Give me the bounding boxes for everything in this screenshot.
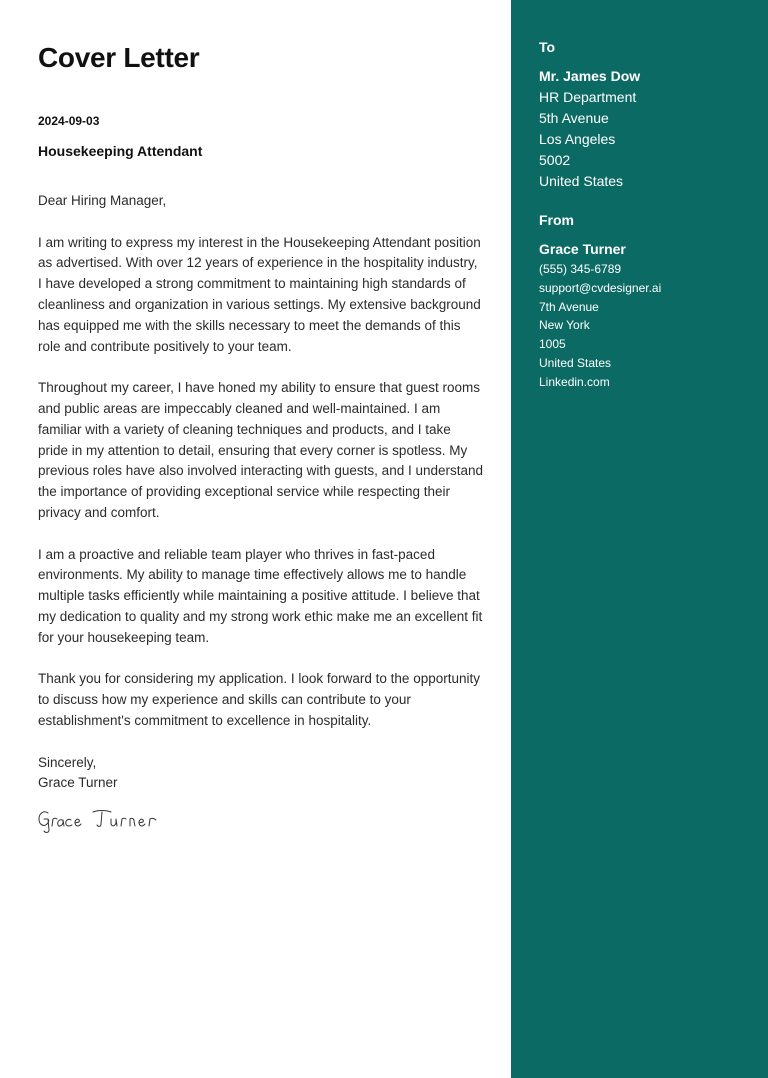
sender-zip: 1005 — [539, 337, 566, 352]
sender-linkedin: Linkedin.com — [539, 374, 610, 389]
recipient-details — [539, 66, 759, 192]
paragraph-3: I am a proactive and reliable team player who thrives in fast-paced environments. My ability to manage time effectively allows me to handle multiple tasks efficiently while maintaining a positive attitude. I believe that my dedication to quality and my strong work ethic make me an excellent fit for your housekeeping team. — [38, 546, 483, 645]
recipient-name: Mr. James Dow — [539, 68, 641, 84]
recipient-zip: 5002 — [539, 152, 571, 168]
letter-date: 2024-09-03 — [38, 114, 100, 128]
paragraph-4: Thank you for considering my application. I look forward to the opportunity to discuss how my experience and skills can contribute to your establishment's commitment to excellence in hospitality. — [38, 671, 480, 728]
page-title: Cover Letter — [38, 42, 200, 73]
sender-country: United States — [539, 355, 612, 370]
recipient-city: Los Angeles — [539, 131, 616, 147]
handwritten-signature — [38, 804, 178, 834]
closing: Sincerely, — [38, 754, 97, 770]
recipient-department: HR Department — [539, 89, 637, 105]
sender-phone: (555) 345-6789 — [539, 262, 622, 276]
sender-street: 7th Avenue — [539, 299, 599, 314]
from-heading: From — [539, 212, 574, 228]
recipient-street: 5th Avenue — [539, 110, 609, 126]
greeting: Dear Hiring Manager, — [38, 193, 167, 208]
sender-email: support@cvdesigner.ai — [539, 280, 662, 295]
contact-sidebar — [511, 0, 768, 1078]
job-position: Housekeeping Attendant — [38, 143, 203, 159]
to-heading: To — [539, 39, 556, 55]
sender-name: Grace Turner — [539, 241, 626, 257]
sender-details — [539, 239, 759, 392]
sender-city: New York — [539, 318, 590, 333]
paragraph-1: I am writing to express my interest in the Housekeeping Attendant position as advertised. With over 12 years of experience in the hospitality industry, I have developed a strong commitment to maintaining high standards of cleanliness and organization in various settings. My extensive background has equipped me with the skills necessary to meet the demands of this role and contribute positively to your team. — [38, 234, 481, 354]
recipient-country: United States — [539, 173, 624, 189]
closing-name: Grace Turner — [38, 775, 118, 791]
letter-body — [38, 191, 483, 794]
paragraph-2: Throughout my career, I have honed my ability to ensure that guest rooms and public areas are impeccably cleaned and well-maintained. I am familiar with a variety of cleaning techniques and products, and I take pride in my attention to detail, ensuring that every corner is spotless. My previous roles have also involved interacting with guests, and I understand the importance of providing exceptional service while respecting their privacy and comfort. — [38, 380, 484, 520]
